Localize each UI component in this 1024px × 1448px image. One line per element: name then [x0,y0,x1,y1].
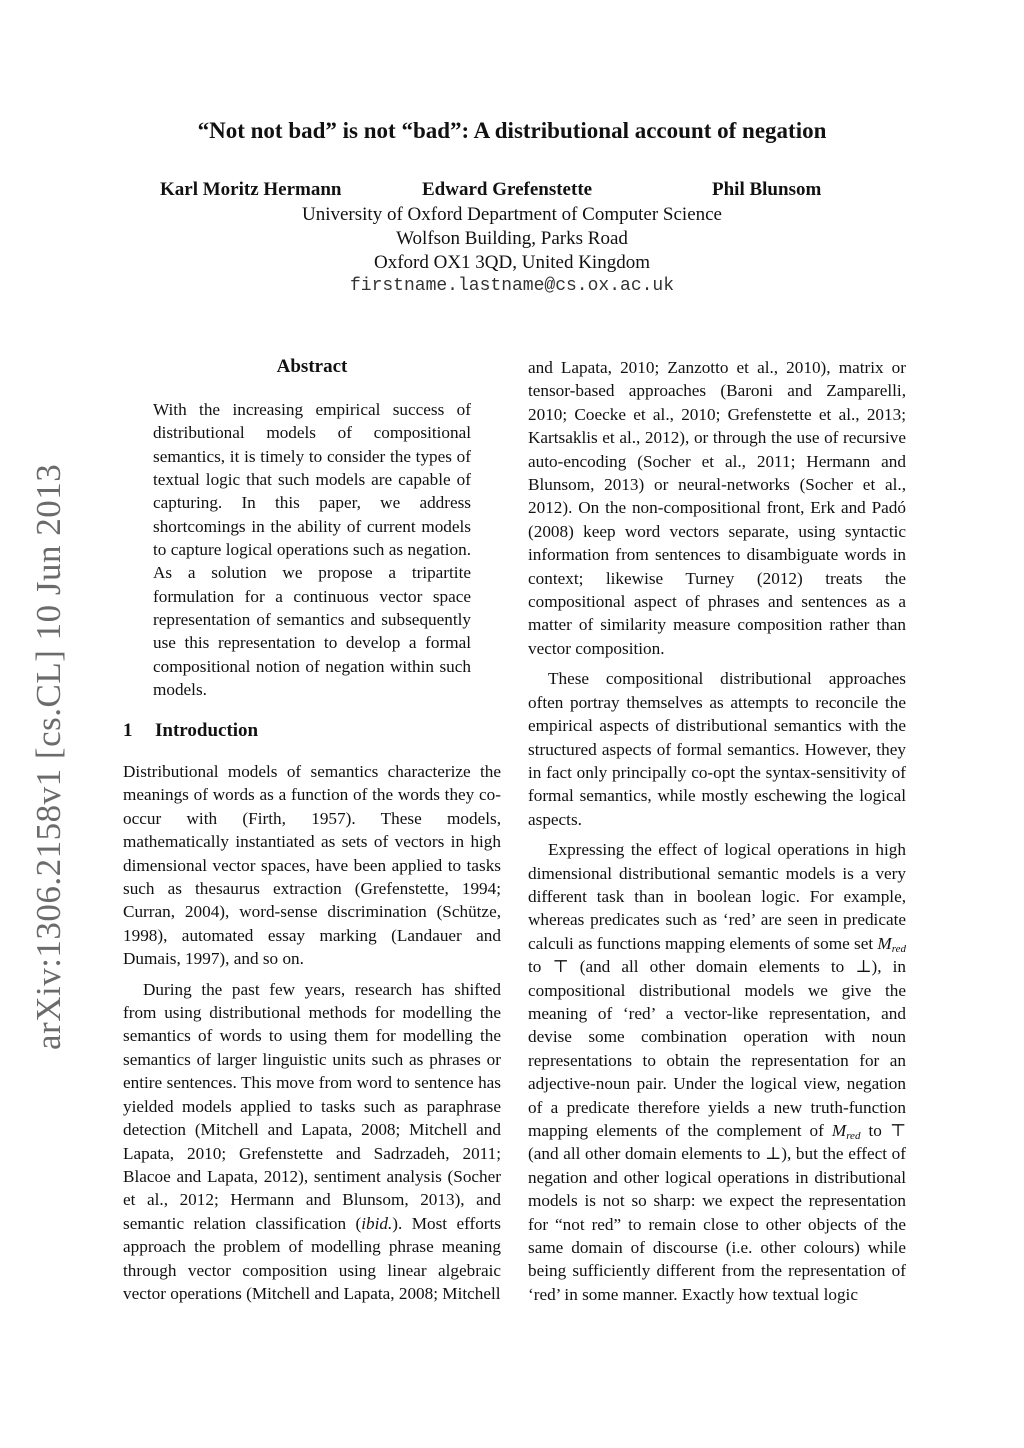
math-set-symbol [877,934,906,953]
intro-paragraph-2 [123,978,501,1306]
paragraph-text: Expressing the effect of logical operations in high dimensional distributional semantic models is a very different task than in boolean logic. For example, whereas predicates such as ‘red’ are seen in predicate calculi as functions mapping elements of some set [528,840,906,953]
intro-paragraph-3: and Lapata, 2010; Zanzotto et al., 2010), matrix or tensor-based approaches (Baroni and Zamparelli, 2010; Coecke et al., 2010; Grefenstette et al., 2013; Kartsaklis et al., 2012), or through the use of recursive auto-encoding (Socher et al., 2011; Hermann and Blunsom, 2013) or neural-networks (Socher et al., 2012). On the non-compositional front, Erk and Padó (2008) keep word vectors separate, using syntactic information from sentences to disambiguate words in context; likewise Turney (2012) treats the compositional aspect of phrases and sentences as a matter of similarity measure composition rather than vector composition. [528,358,906,658]
author-name: Edward Grefenstette [422,179,593,200]
intro-paragraph-1: Distributional models of semantics characterize the meanings of words as a function of the words they co-occur with (Firth, 1957). These models, mathematically instantiated as sets of vectors in high dimensional vector spaces, have been applied to tasks such as thesaurus extraction (Grefenstette, 1994; Curran, 2004), word-sense discrimination (Schütze, 1998), automated essay marking (Landauer and Dumais, 1997), and so on. [123,762,501,969]
left-column-body [123,760,501,1305]
paper-title: “Not not bad” is not “bad”: A distributional account of negation [197,118,827,143]
section-number: 1 [123,720,133,741]
author-email: firstname.lastname@cs.ox.ac.uk [349,276,675,296]
ibid-citation: ibid. [361,1213,393,1233]
author-name: Karl Moritz Hermann [160,179,342,200]
affiliation-city: Oxford OX1 3QD, United Kingdom [373,252,650,273]
paragraph-text: ). Most efforts approach the problem of modelling phrase meaning through vector composition using linear algebraic vector operations (Mitchell and Lapata, 2008; Mitchell [123,1213,501,1303]
affiliation-department: University of Oxford Department of Computer Science [302,204,722,225]
section-heading-introduction [123,720,258,742]
math-subscript: red [891,942,906,955]
affiliation-building: Wolfson Building, Parks Road [396,228,628,249]
right-column-body [528,356,906,1306]
section-title: Introduction [155,720,259,741]
math-set-letter: M [877,933,892,953]
author-name: Phil Blunsom [712,179,822,200]
math-set-symbol [832,1121,861,1140]
math-subscript: red [846,1130,861,1142]
author-list [0,179,1024,205]
paragraph-text: to ⊤ (and all other domain elements to ⊥), but the effect of negation and other logical operations in distributional models is not so sharp: we expect the representation for “not red” to remain close to other objects of the same domain of discourse (i.e. other colours) while being sufficiently different from the representation of ‘red’ in some manner. Exactly how textual logic [528,1121,906,1304]
paragraph-text: During the past few years, research has shifted from using distributional methods for modelling the semantics of words to using them for modelling the semantics of larger linguistic units such as phrases or entire sentences. This move from word to sentence has yielded models applied to tasks such as paraphrase detection (Mitchell and Lapata, 2008; Mitchell and Lapata, 2010; Grefenstette and Sadrzadeh, 2011; Blacoe and Lapata, 2012), sentiment analysis (Socher et al., 2012; Hermann and Blunsom, 2013), and semantic relation classification ( [123,979,501,1233]
intro-paragraph-4: These compositional distributional approaches often portray themselves as attempts to reconcile the empirical aspects of distributional semantics with the structured aspects of formal semantics. However, they in fact only principally co-opt the syntax-sensitivity of formal semantics, while mostly eschewing the logical aspects. [528,669,906,829]
math-set-letter: M [831,1121,847,1140]
abstract-heading: Abstract [276,356,348,377]
paragraph-text: to ⊤ (and all other domain elements to ⊥), in compositional distributional models we give the meaning of ‘red’ a vector-like representation, and devise some combination operation with noun representations to obtain the representation for an adjective-noun pair. Under the logical view, negation of a predicate therefore yields a new truth-function mapping elements of the complement of [528,957,906,1140]
abstract-text: With the increasing empirical success of distributional models of compositional semantics, it is timely to consider the types of textual logic that such models are capable of capturing. In this paper, we address shortcomings in the ability of current models to capture logical operations such as negation. As a solution we propose a tripartite formulation for a continuous vector space representation of semantics and subsequently use this representation to develop a formal compositional notion of negation within such models. [153,400,471,700]
intro-paragraph-5 [528,838,906,1306]
arxiv-identifier-stamp[interactable]: arXiv:1306.2158v1 [cs.CL] 10 Jun 2013 [29,463,68,1050]
